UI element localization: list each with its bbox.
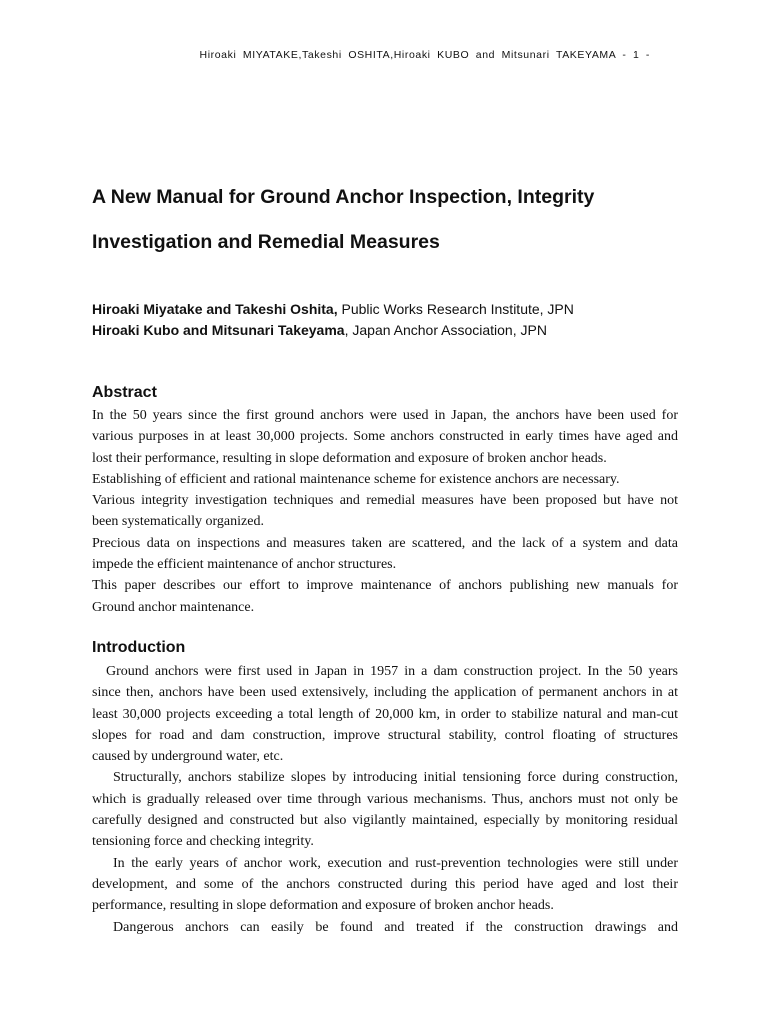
running-header: Hiroaki MIYATAKE,Takeshi OSHITA,Hiroaki KUBO and Mitsunari TAKEYAMA - 1 - [199,49,650,61]
author-affiliation-1: Public Works Research Institute, JPN [337,301,574,317]
author-affiliation-2: , Japan Anchor Association, JPN [344,322,547,338]
author-names-1: Hiroaki Miyatake and Takeshi Oshita, [92,301,338,317]
abstract-line: been systematically organized. [92,514,264,530]
intro-line: Dangerous anchors can easily be found and treated if the construction drawings and [113,919,678,935]
intro-line: since then, anchors have been used extensively, including the application of permanent anchors in at [92,685,678,701]
abstract-heading: Abstract [92,384,157,401]
abstract-line: Various integrity investigation techniques and remedial measures have been proposed but have not [92,493,678,509]
abstract-line: Establishing of efficient and rational maintenance scheme for existence anchors are necessary. [92,471,620,487]
abstract-line: lost their performance, resulting in slope deformation and exposure of broken anchor heads. [92,450,607,466]
intro-line: caused by underground water, etc. [92,749,284,765]
intro-line: least 30,000 projects exceeding a total length of 20,000 km, in order to stabilize natural and man-cut [92,706,678,722]
abstract-line: This paper describes our effort to improve maintenance of anchors publishing new manuals for [92,578,678,594]
title-line-2: Investigation and Remedial Measures [92,231,440,253]
intro-line: Structurally, anchors stabilize slopes by introducing initial tensioning force during construction, [113,770,678,786]
author-line-2 [92,320,574,341]
author-line-1 [92,299,574,320]
intro-line: slopes for road and dam construction, improve structural stability, control floating of structures [92,727,678,743]
abstract-line: various purposes in at least 30,000 projects. Some anchors constructed in early times have aged and [92,429,678,445]
intro-line: tensioning force and checking integrity. [92,834,314,850]
intro-line: development, and some of the anchors constructed during this period have aged and lost their [92,876,678,892]
author-block [92,299,574,341]
paper-title [92,175,692,265]
intro-line: carefully designed and constructed but also vigilantly maintained, especially by monitoring residual [92,813,678,829]
introduction-body [92,661,678,938]
abstract-line: Precious data on inspections and measures taken are scattered, and the lack of a system and data [92,535,678,551]
title-line-1: A New Manual for Ground Anchor Inspection, Integrity [92,186,595,208]
abstract-line: impede the efficient maintenance of anchor structures. [92,557,397,573]
intro-line: which is gradually released over time through various mechanisms. Thus, anchors must not only be [92,791,678,807]
intro-line: In the early years of anchor work, execution and rust-prevention technologies were still under [113,855,678,871]
introduction-heading: Introduction [92,639,186,656]
intro-line: Ground anchors were first used in Japan in 1957 in a dam construction project. In the 50 years [106,664,678,679]
author-names-2: Hiroaki Kubo and Mitsunari Takeyama [92,322,345,338]
intro-line: performance, resulting in slope deformation and exposure of broken anchor heads. [92,898,554,914]
abstract-line: In the 50 years since the first ground anchors were used in Japan, the anchors have been used for [92,408,678,423]
abstract-body [92,405,678,618]
abstract-line: Ground anchor maintenance. [92,599,255,615]
